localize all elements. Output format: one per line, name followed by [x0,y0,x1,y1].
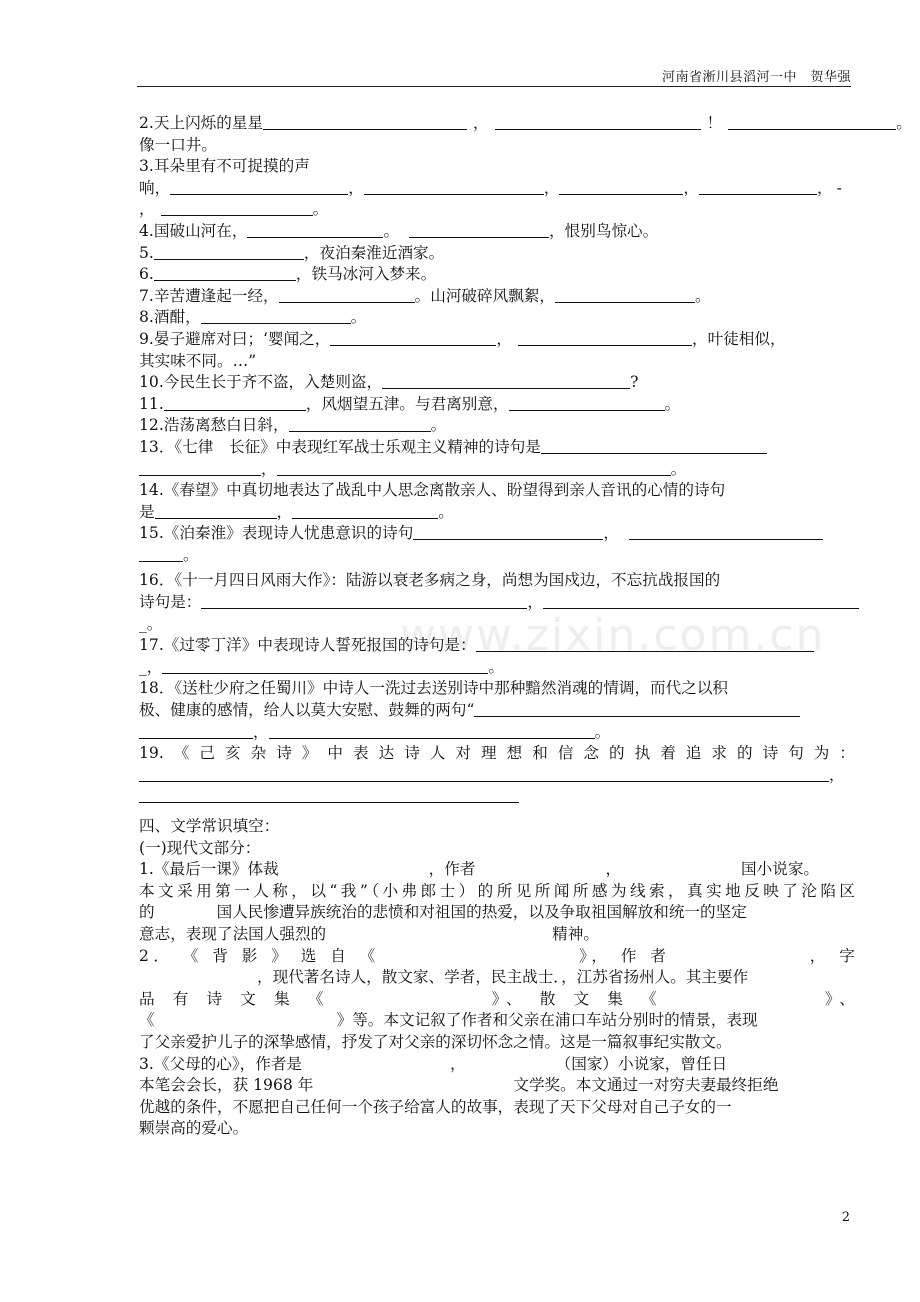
lit-q1-line4: 意志，表现了法国人强烈的 精神。 [139,924,599,943]
lit-q2-line5: 了父亲爱护儿子的深挚感情，抒发了对父亲的深切怀念之情。这是一篇叙事纪实散文。 [139,1032,732,1051]
question-15-cont: 。 [139,545,855,567]
question-18-cont: 极、健康的感情，给人以莫大安慰、鼓舞的两句“ [139,700,855,722]
answer-blank[interactable] [247,221,383,238]
answer-blank[interactable] [164,394,306,411]
question-7: 7.辛苦遭逢起一经， 。山河破碎风飘絮， 。 [139,286,711,305]
question-15: 15.《泊秦淮》表现诗人忧患意识的诗句 ， [139,523,855,545]
answer-blank[interactable] [154,243,304,260]
answer-blank[interactable] [364,178,544,195]
question-5: 5. ，夜泊秦淮近酒家。 [139,243,445,262]
question-11: 11. ，风烟望五津。与君离别意， 。 [139,394,681,413]
answer-blank[interactable] [476,635,814,652]
question-6: 6. ，铁马冰河入梦来。 [139,265,437,284]
answer-blank[interactable] [629,523,823,540]
page-number: 2 [841,1210,850,1225]
answer-blank[interactable] [330,329,496,346]
answer-blank[interactable] [292,502,438,519]
question-2: 2.天上闪烁的星星 ， ！ 。 [139,114,912,132]
question-9-cont: 其实味不同。…” [139,351,257,370]
question-19-cont: ， [139,765,855,787]
question-13: 13．《七律 长征》中表现红军战士乐观主义精神的诗句是 [139,437,855,459]
lit-q1-line3: 的 国人民惨遭异族统治的悲愤和对祖国的热爱，以及争取祖国解放和统一的坚定 [139,903,747,922]
subsection-title: (一)现代文部分： [139,838,261,857]
header-author: 河南省淅川县滔河一中 贺华强 [661,70,851,85]
answer-blank[interactable] [728,113,896,130]
answer-blank[interactable] [154,264,296,281]
answer-blank[interactable] [541,437,767,454]
question-3: 3.耳朵里有不可捉摸的声 [139,157,310,176]
answer-blank[interactable] [289,415,431,432]
page-header [137,64,851,87]
answer-blank[interactable] [699,178,817,195]
question-19-end [139,786,855,808]
answer-blank[interactable] [559,178,683,195]
question-2-cont: 像一口井。 [139,135,217,154]
question-9: 9.晏子避席对曰；‘婴闻之， ， ，叶徒相似， [139,329,786,348]
answer-blank[interactable] [139,786,519,803]
lit-q3: 3.《父母的心》，作者是 ， （国家）小说家，曾任日 [139,1054,728,1073]
lit-q2-line2: ，现代著名诗人，散文家、学者，民主战士．，江苏省扬州人。其主要作 [257,968,749,987]
question-18-end: ， 。 [139,722,855,744]
answer-blank[interactable] [263,113,467,130]
question-3-blanks: 响， ， ， ， ， - [139,178,842,197]
answer-blank[interactable] [161,199,313,216]
answer-blank[interactable] [413,523,603,540]
answer-blank[interactable] [277,459,671,476]
lit-q3-line2: 本笔会会长，获 1968 年 文学奖。本文通过一对穷夫妻最终拒绝 [139,1076,779,1095]
answer-blank[interactable] [279,286,415,303]
answer-blank[interactable] [518,329,692,346]
answer-blank[interactable] [409,221,549,238]
lit-q3-line3: 优越的条件，不愿把自己任何一个孩子给富人的故事，表现了天下父母对自己子女的一 [139,1097,732,1116]
question-12: 12.浩荡离愁白日斜， 。 [139,416,447,435]
question-17-cont: _， 。 [139,657,505,676]
answer-blank[interactable] [139,459,261,476]
question-14: 14.《春望》中真切地表达了战乱中人思念离散亲人、盼望得到亲人音讯的心情的诗句 [139,481,726,500]
answer-blank[interactable] [170,178,348,195]
question-16-end: _。 [139,614,163,633]
answer-blank[interactable] [543,592,859,609]
question-16-cont: 诗句是： ， [139,592,855,614]
answer-blank[interactable] [269,722,595,739]
lit-q3-line4: 颗崇高的爱心。 [139,1119,249,1138]
question-16: 16．《十一月四日风雨大作》：陆游以衰老多病之身，尚想为国戍边，不忘抗战报国的 [139,571,721,590]
answer-blank[interactable] [509,394,665,411]
question-8: 8.酒酣， 。 [139,308,367,327]
question-14-cont: 是 ， 。 [139,502,454,521]
section-title: 四、文学常识填空： [139,817,280,835]
answer-blank[interactable] [201,307,351,324]
document-body [139,113,912,1140]
answer-blank[interactable] [139,722,253,739]
watermark: www.zixin.com.cn [400,610,826,661]
question-3-cont: ， 。 [139,200,329,219]
answer-blank[interactable] [201,592,527,609]
answer-blank[interactable] [155,502,277,519]
question-4: 4.国破山河在， 。 ，恨别鸟惊心。 [139,221,659,240]
answer-blank[interactable] [382,372,630,389]
lit-q2: 2． 《 背 影 》 选 自 《 》， 作 者 ， 字 [139,946,855,965]
lit-q2-line3: 品 有 诗 文 集 《 》、 散 文 集 《 》、 [139,989,855,1008]
lit-q1-line2: 本文采用第一人称，以“我”（小弗郎士）的所见所闻所感为线索，真实地反映了沦陷区 [139,881,855,900]
answer-blank[interactable] [139,545,183,562]
question-10: 10.今民生长于齐不盗，入楚则盗， ? [139,373,639,392]
lit-q1: 1.《最后一课》体裁 ，作者 ， 国小说家。 [139,860,820,879]
lit-q2-line4: 《 》等。本文记叙了作者和父亲在浦口车站分别时的情景，表现 [139,1011,758,1030]
answer-blank[interactable] [474,700,800,717]
answer-blank[interactable] [555,286,695,303]
answer-blank[interactable] [495,113,701,130]
question-19: 19.《己亥杂诗》中表达诗人对理想和信念的执着追求的诗句为： [139,744,855,763]
answer-blank[interactable] [139,765,829,782]
answer-blank[interactable] [162,657,488,674]
question-17: 17.《过零丁洋》中表现诗人誓死报国的诗句是： [139,635,855,657]
question-13-cont: ， 。 [139,459,855,481]
question-18: 18．《送杜少府之任蜀川》中诗人一洗过去送别诗中那种黯然消魂的情调，而代之以积 [139,679,729,698]
